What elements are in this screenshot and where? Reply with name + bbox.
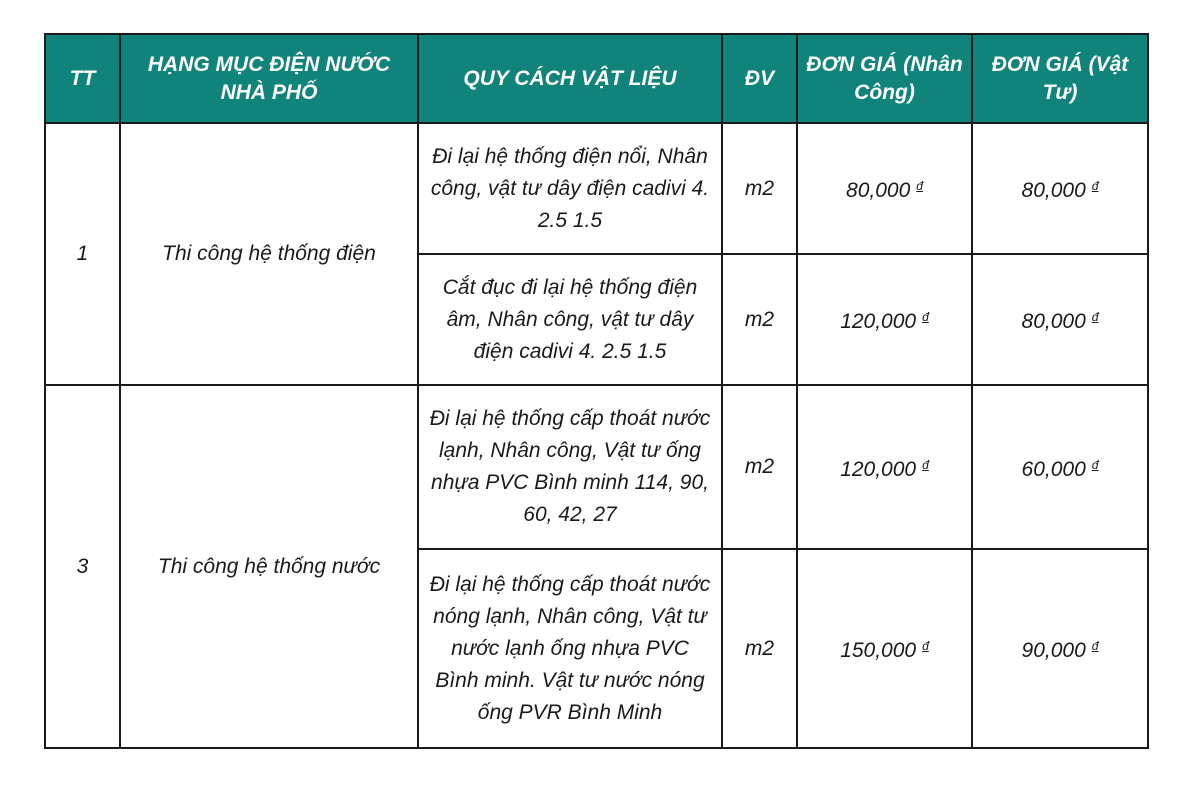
item-name: Thi công hệ thống nước — [120, 385, 418, 748]
material-spec: Cắt đục đi lại hệ thống điện âm, Nhân công, vật tư dây điện cadivi 4. 2.5 1.5 — [418, 254, 722, 385]
material-price — [972, 385, 1148, 549]
table-row — [45, 385, 1148, 549]
table-row — [45, 123, 1148, 254]
material-price — [972, 123, 1148, 254]
header-item: HẠNG MỤC ĐIỆN NƯỚC NHÀ PHỐ — [120, 34, 418, 123]
header-unit: ĐV — [722, 34, 797, 123]
labor-price — [797, 254, 972, 385]
header-tt: TT — [45, 34, 120, 123]
unit: m2 — [722, 123, 797, 254]
currency-symbol: đ — [1091, 310, 1099, 324]
labor-price-amount: 150,000 — [840, 639, 917, 662]
item-name: Thi công hệ thống điện — [120, 123, 418, 385]
currency-symbol: đ — [922, 457, 929, 472]
material-price — [972, 254, 1148, 385]
material-price-amount: 80,000 — [1021, 179, 1086, 202]
currency-symbol: đ — [1091, 639, 1099, 653]
material-price — [972, 549, 1148, 748]
header-material-price: ĐƠN GIÁ (Vật Tư) — [972, 34, 1148, 123]
table-header-row — [45, 34, 1148, 123]
labor-price — [797, 549, 972, 748]
labor-price-amount: 80,000 — [846, 179, 911, 202]
unit: m2 — [722, 549, 797, 748]
unit: m2 — [722, 385, 797, 549]
labor-price — [797, 123, 972, 254]
labor-price-amount: 120,000 — [840, 457, 917, 481]
material-spec: Đi lại hệ thống điện nổi, Nhân công, vật tư dây điện cadivi 4. 2.5 1.5 — [418, 123, 722, 254]
labor-price — [797, 385, 972, 549]
row-number: 3 — [45, 385, 120, 748]
header-labor-price: ĐƠN GIÁ (Nhân Công) — [797, 34, 972, 123]
material-price-amount: 80,000 — [1021, 310, 1086, 333]
material-price-amount: 90,000 — [1021, 639, 1086, 662]
header-spec: QUY CÁCH VẬT LIỆU — [418, 34, 722, 123]
currency-symbol: đ — [922, 310, 929, 324]
row-number: 1 — [45, 123, 120, 385]
currency-symbol: đ — [1091, 179, 1099, 193]
price-table — [44, 33, 1149, 749]
currency-symbol: đ — [1091, 457, 1099, 472]
currency-symbol: đ — [922, 639, 929, 653]
labor-price-amount: 120,000 — [840, 310, 917, 333]
material-price-amount: 60,000 — [1021, 457, 1086, 481]
material-spec: Đi lại hệ thống cấp thoát nước nóng lạnh, Nhân công, Vật tư nước lạnh ống nhựa PVC Bình minh. Vật tư nước nóng ống PVR Bình Minh — [418, 549, 722, 748]
material-spec: Đi lại hệ thống cấp thoát nước lạnh, Nhân công, Vật tư ống nhựa PVC Bình minh 114, 90, 60, 42, 27 — [418, 385, 722, 549]
currency-symbol: đ — [916, 179, 923, 193]
unit: m2 — [722, 254, 797, 385]
